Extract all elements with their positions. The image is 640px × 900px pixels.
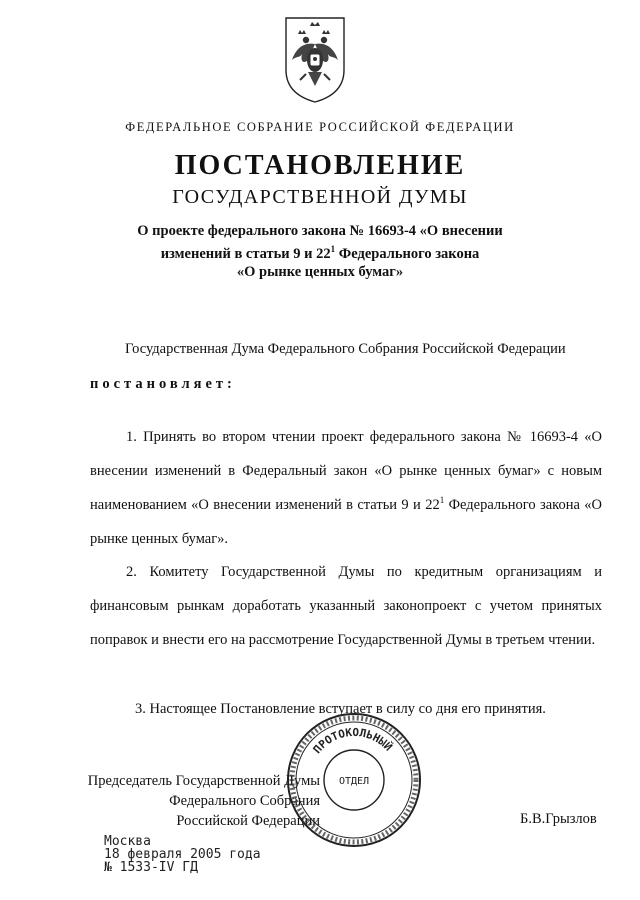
coat-of-arms-icon xyxy=(282,14,348,106)
stamp-center-text: ОТДЕЛ xyxy=(338,776,370,787)
official-stamp xyxy=(284,710,424,850)
stamp-ring-text: ПРОТОКОЛЬНЫЙ xyxy=(310,725,395,757)
signatory-title-line: Председатель Государственной Думы xyxy=(87,773,320,789)
place-of-issue: Москва xyxy=(104,834,151,849)
subject-line: изменений в статьи 9 и $22^1$ Федерального закона xyxy=(160,244,480,262)
superscript: 1 xyxy=(439,495,445,506)
signatory-name: Б.В.Грызлов xyxy=(520,811,597,827)
signatory-title-line: Федерального Собрания xyxy=(169,793,320,809)
document-number: № 1533-IV ГД xyxy=(104,860,198,875)
subject-line: О проекте федерального закона № 16693-4 «О внесении xyxy=(137,223,503,239)
signatory-title-line: Российской Федерации xyxy=(176,813,320,829)
intro-paragraph: Государственная Дума Федерального Собрания Российской Федерации xyxy=(125,341,566,357)
issuer-title: ГОСУДАРСТВЕННОЙ ДУМЫ xyxy=(172,186,468,208)
superscript: 1 xyxy=(330,244,336,254)
organization-title: ФЕДЕРАЛЬНОЕ СОБРАНИЕ РОССИЙСКОЙ ФЕДЕРАЦИИ xyxy=(125,120,515,134)
decree-word: постановляет: xyxy=(90,376,236,392)
document-type-title: ПОСТАНОВЛЕНИЕ xyxy=(174,150,466,181)
item-2-paragraph: 2. Комитету Государственной Думы по кредитным организациям и финансовым рынкам доработать указанный законопроект с учетом принятых поправок и внести его на рассмотрение Государственной Думы в третьем чтении. xyxy=(90,564,602,648)
date-of-issue: 18 февраля 2005 года xyxy=(104,847,261,862)
item-3-paragraph: 3. Настоящее Постановление вступает в силу со дня его принятия. xyxy=(135,701,546,717)
subject-line: «О рынке ценных бумаг» xyxy=(236,263,404,280)
document-subject xyxy=(0,222,640,281)
item-1-paragraph: 1. Принять во втором чтении проект федерального закона № 16693-4 «О внесении изменений в Федеральный закон «О рынке ценных бумаг» с новым наименованием «О внесении изменений в статьи 9 и $22^1$ Федерального закона «О рынке ценных бумаг». xyxy=(90,429,602,547)
